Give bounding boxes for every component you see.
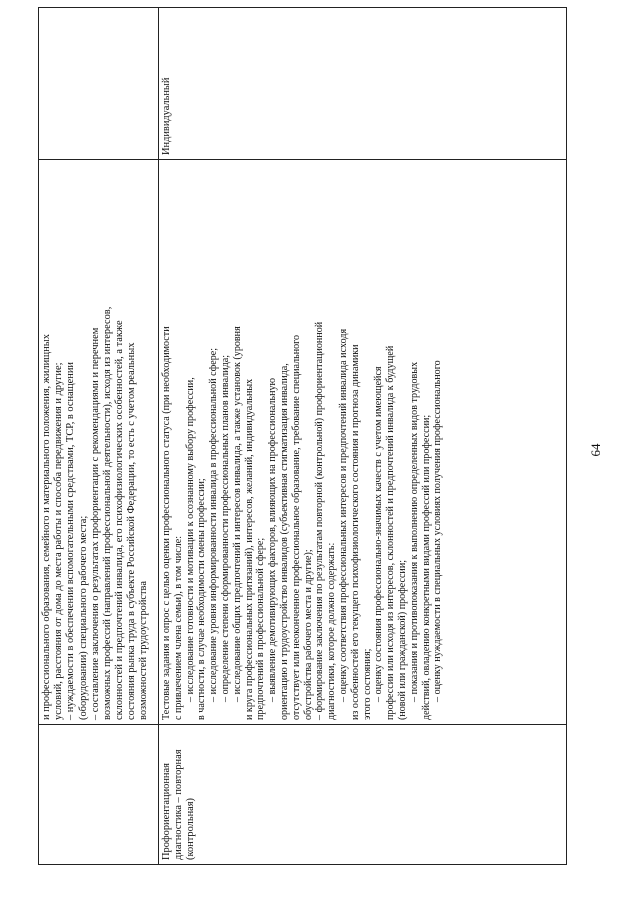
text-line: предпочтений в профессиональной сфере;: [255, 537, 267, 720]
text-line: действий, овладению конкретными видами профессий или профессии;: [420, 414, 432, 720]
row2-form-cell: Индивидуальный: [159, 8, 567, 160]
table-row: [39, 8, 159, 865]
text-line: – показания и противопоказания к выполнению определенных видов трудовых: [408, 361, 420, 702]
text-line: – исследование готовности и мотивации к осознанному выбору профессии,: [184, 377, 196, 702]
text-line: – исследование уровня информированности инвалида в профессиональной сфере;: [208, 347, 220, 702]
row1-form-cell: [39, 8, 159, 160]
content-table: [38, 7, 567, 865]
page-number: 64: [588, 443, 603, 457]
text-line: состояния рынка труда в субъекте Российской Федерации, то есть с учетом реальных: [126, 342, 138, 720]
text-line: – оценку нуждаемости в специальных условиях получения профессионального: [432, 360, 444, 702]
text-line: отсутствует или неоконченное профессиональное образование, требование специального: [290, 334, 302, 720]
text-line: из особенностей его текущего психофизиологического состояния и прогноза динамики: [349, 344, 361, 720]
row1-title-cell: [39, 725, 159, 865]
text-line: (новой или гражданской) профессии;: [396, 559, 408, 720]
text-line: обустройства рабочего места и другие);: [302, 549, 314, 720]
text-line: и круга профессиональных притязаний), интересов, желаний, индивидуальных: [243, 378, 255, 720]
table-row: [159, 8, 567, 865]
text-line: – оценку соответствия профессиональных интересов и предпочтений инвалида исходя: [337, 328, 349, 702]
text-line: склонностей и предпочтений инвалида, его психофизиологических особенностей, а также: [114, 320, 126, 720]
text-line: – исследование общих предпочтений и интересов инвалида, а также установок (уровня: [231, 326, 243, 702]
text-line: этого состояния;: [361, 648, 373, 720]
text-line: – определение степени сформированности профессиональных планов инвалида;: [219, 355, 231, 702]
text-line: профессии или исходя из интересов, склонностей и предпочтений инвалида к будущей: [385, 345, 397, 720]
text-line: ориентацию и трудоустройство инвалидов (субъективная стигматизация инвалида,: [278, 363, 290, 720]
text-line: в частности, в случае необходимости смены профессии;: [196, 478, 208, 720]
row2-title-cell: Профориентационная диагностика – повторная (контрольная): [159, 725, 567, 865]
text-line: возможностей трудоустройства: [138, 581, 150, 720]
text-line: (оборудовании) специального рабочего места;: [77, 515, 89, 720]
row2-content-cell: [159, 160, 567, 725]
text-line: – выявление демотивирующих факторов, влияющих на профессиональную: [267, 377, 279, 702]
row1-content-cell: [39, 160, 159, 725]
text-line: Тестовые задания и опрос с целью оценки профессионального статуса (при необходимости: [161, 326, 172, 720]
text-line: – формирование заключения по результатам повторной (контрольной) профориентационной: [314, 321, 326, 720]
text-line: с привлечением члена семьи), в том числе:: [172, 536, 184, 720]
text-line: условий, расстояния от дома до места работы и способа передвижения и другие;: [53, 362, 65, 720]
text-line: диагностики, которое должно содержать:: [326, 542, 338, 720]
text-line: возможных профессий (направлений профессиональной деятельности), исходя из интересов,: [101, 306, 113, 720]
text-line: – нуждаемости в обеспечении вспомогательными средствами, ТСР, в оснащении: [65, 362, 77, 720]
text-line: – оценку состояния профессионально-значимых качеств с учетом имеющейся: [373, 366, 385, 702]
text-line: и профессионального образования, семейного и материального положения, жилищных: [41, 334, 52, 720]
text-line: – составление заключения о результатах профориентации с рекомендациями и перечнем: [89, 327, 101, 720]
